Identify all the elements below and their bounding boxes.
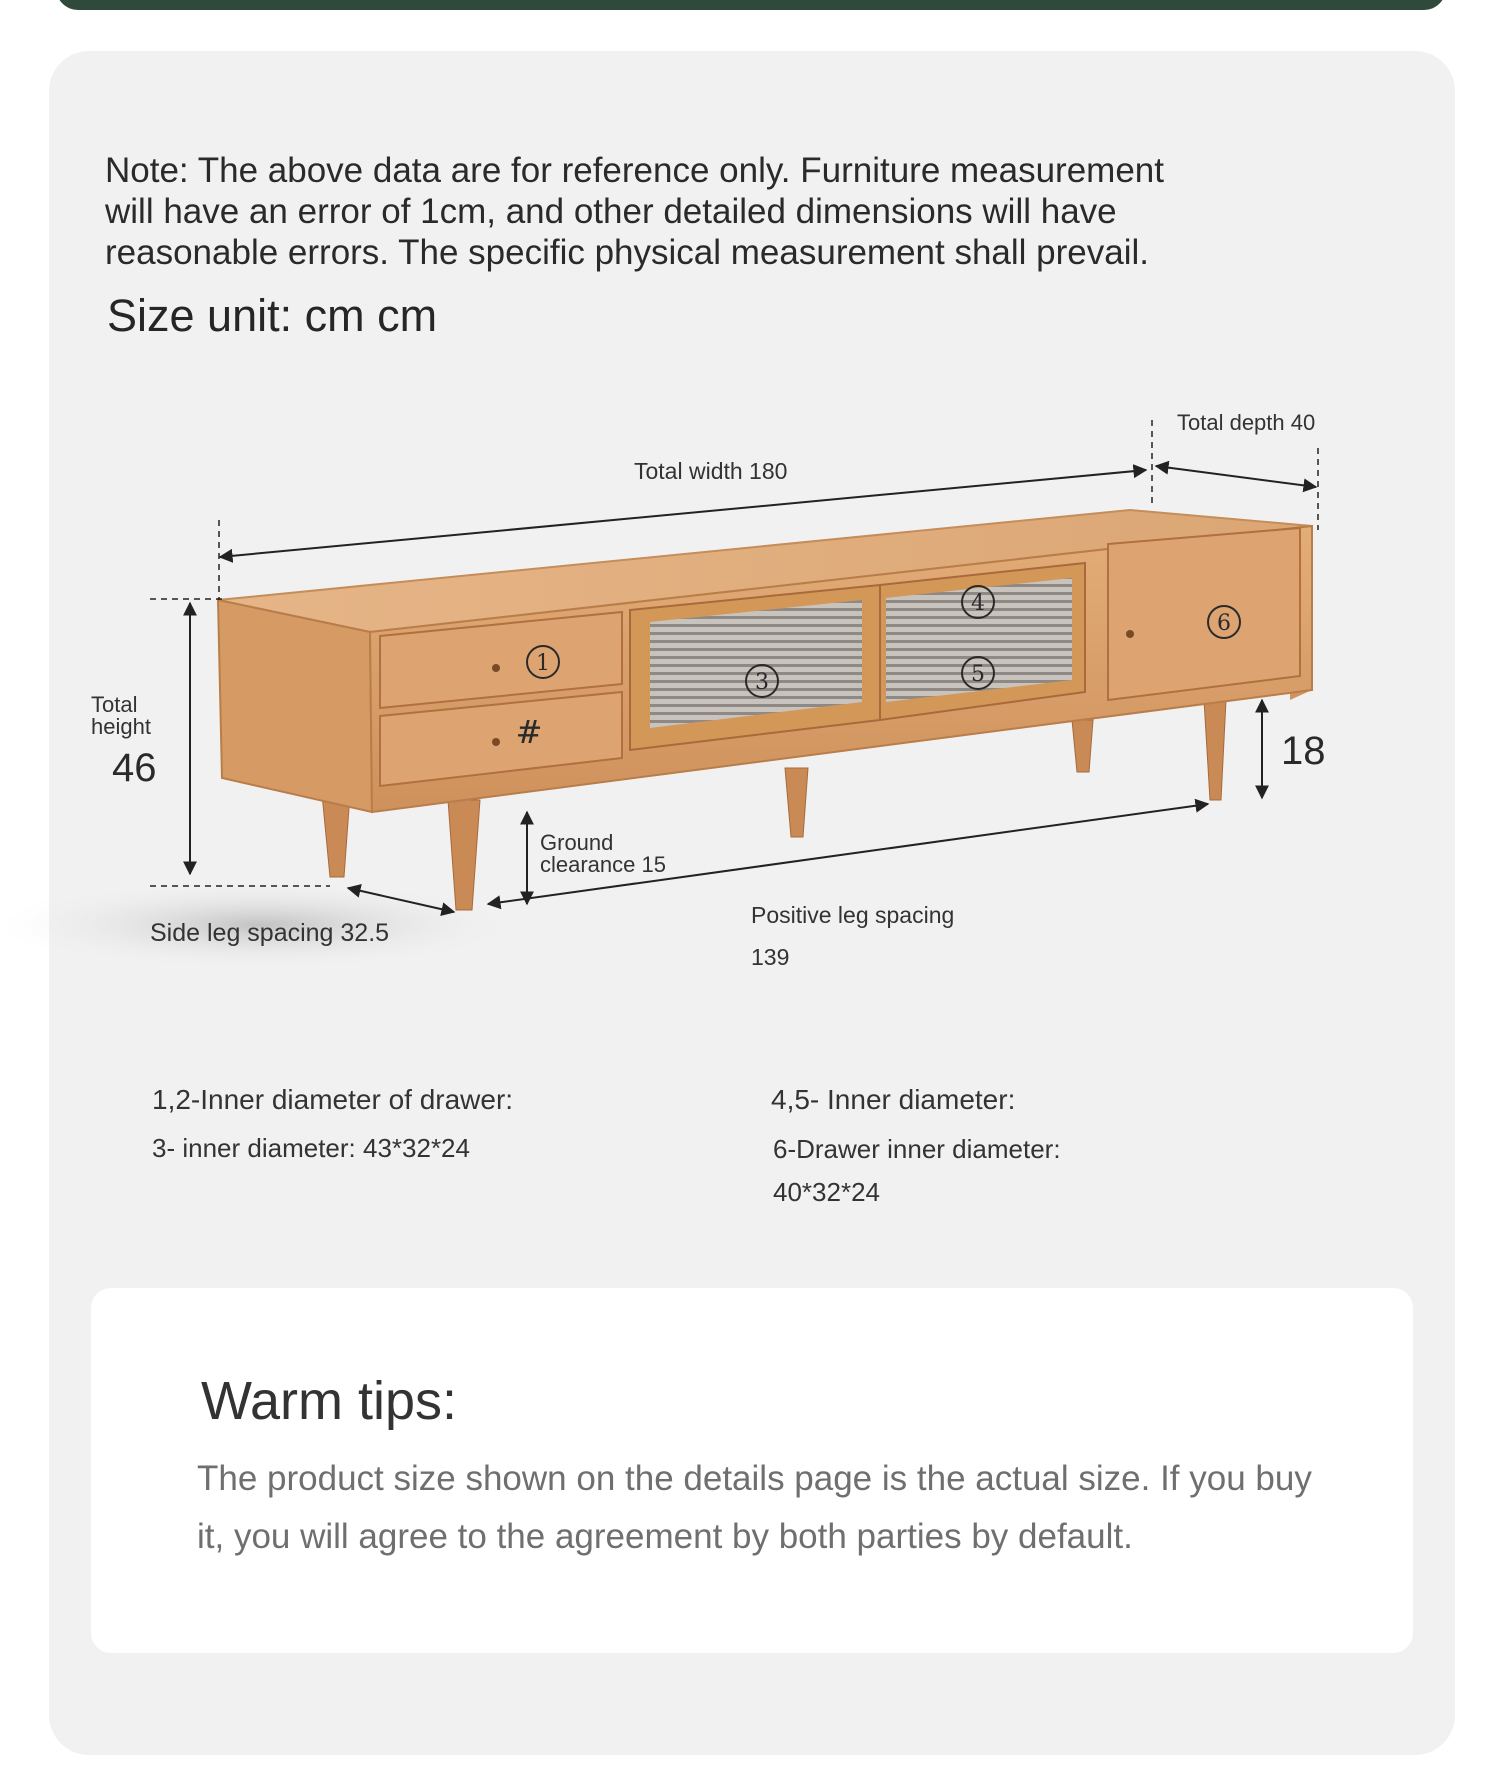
inner-dim-left-line2: 3- inner diameter: 43*32*24	[152, 1133, 470, 1163]
ground-clearance-line2: clearance 15	[540, 852, 666, 877]
cabinet-left-side	[218, 600, 372, 812]
side-leg-spacing-label: Side leg spacing 32.5	[150, 919, 390, 947]
marker-4-label: 4	[971, 591, 985, 616]
ground-clearance-line1: Ground	[540, 830, 614, 855]
marker-3-label: 3	[755, 670, 769, 695]
inner-dim-left-line1: 1,2-Inner diameter of drawer:	[152, 1084, 514, 1115]
warm-tips-body: The product size shown on the details page is the actual size. If you buy it, you will agree to the agreement by both parties by default.	[197, 1459, 1312, 1556]
total-height-label	[91, 694, 151, 738]
total-height-label-line2: height	[91, 714, 151, 739]
reference-note: Note: The above data are for reference only. Furniture measurement will have an error of 1cm, and other detailed dimensions will have reasonable errors. The specific physical measurement shall prevail.	[105, 151, 1164, 272]
total-height-label-line1: Total	[91, 692, 138, 717]
marker-5-label: 5	[971, 662, 985, 687]
inner-dim-right-line2: 6-Drawer inner diameter:	[773, 1134, 1061, 1164]
size-unit-heading: Size unit: cm cm	[107, 290, 438, 341]
total-depth-label: Total depth 40	[1177, 410, 1316, 435]
positive-leg-spacing-value: 139	[751, 944, 790, 970]
right-drawer	[1108, 528, 1300, 700]
marker-1-label: 1	[536, 651, 550, 676]
marker-6-label: 6	[1217, 611, 1231, 636]
ground-clearance-label	[540, 832, 666, 876]
leg-height-value: 18	[1281, 729, 1326, 773]
inner-dim-right-line3: 40*32*24	[773, 1177, 880, 1207]
header-bar	[56, 0, 1446, 10]
total-height-value: 46	[112, 746, 157, 790]
warm-tips-card	[91, 1288, 1413, 1653]
positive-leg-spacing-label: Positive leg spacing	[751, 902, 955, 928]
total-width-label: Total width 180	[634, 458, 788, 484]
warm-tips-title: Warm tips:	[201, 1371, 457, 1431]
inner-dim-right-line1: 4,5- Inner diameter:	[771, 1084, 1016, 1115]
marker-2-label: #	[515, 713, 543, 751]
